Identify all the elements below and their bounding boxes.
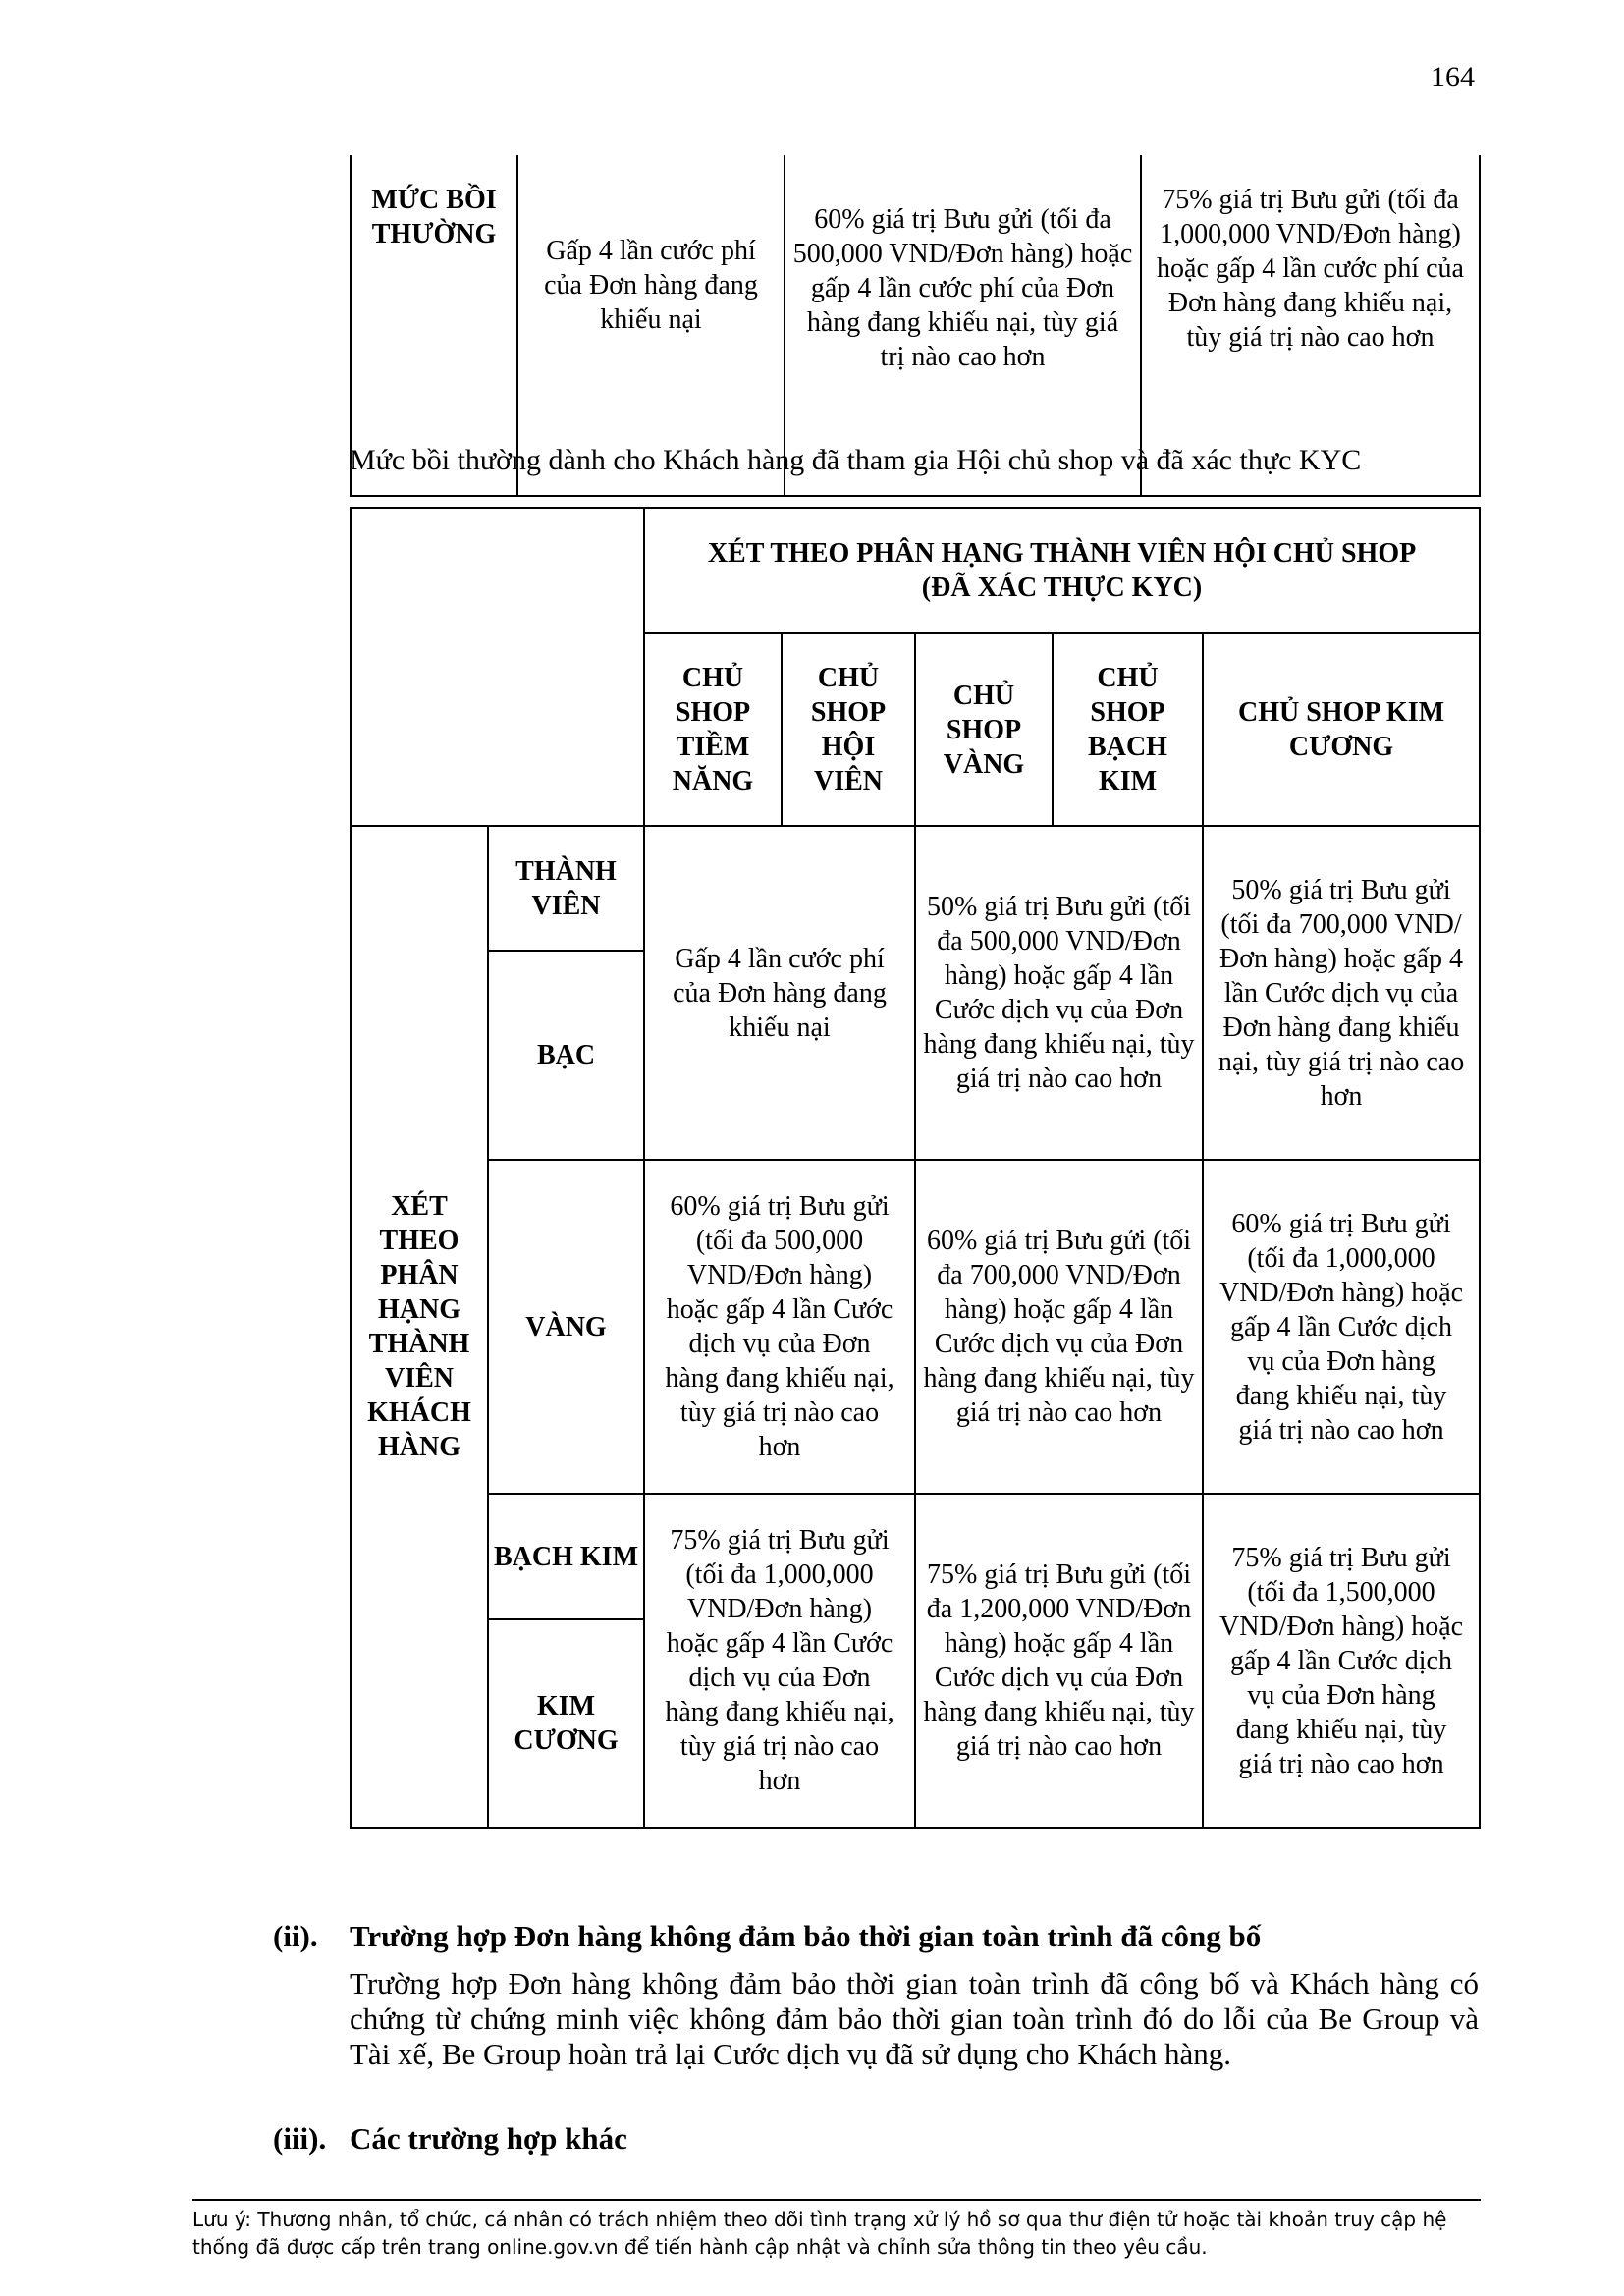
section-number: (iii).: [273, 2121, 327, 2156]
page-number: 164: [1431, 61, 1475, 93]
shop-header-cell: [644, 508, 1480, 633]
table-cell: [1203, 826, 1480, 1160]
shop-tier-cell: [1203, 633, 1480, 826]
customer-tier-label: BẠC: [536, 1040, 596, 1070]
table-row: [351, 826, 1480, 951]
shop-tier-cell: [782, 633, 915, 826]
customer-tier-label: VÀNG: [525, 1311, 607, 1342]
cell-text: 50% giá trị Bưu gửi (tối đa 700,000 VND/Đơn hàng) hoặc gấp 4 lần Cước dịch vụ của Đơn hàng đang khiếu nại, tùy giá trị nào cao hơn: [1218, 874, 1465, 1112]
shop-tier-cell: [915, 633, 1053, 826]
section-title: Trường hợp Đơn hàng không đảm bảo thời gian toàn trình đã công bố: [350, 1919, 1262, 1953]
shop-tier-header: XÉT THEO PHÂN HẠNG THÀNH VIÊN HỘI CHỦ SHOP (ĐÃ XÁC THỰC KYC): [707, 538, 1417, 603]
cell-text: 60% giá trị Bưu gửi (tối đa 500,000 VND/Đơn hàng) hoặc gấp 4 lần Cước dịch vụ của Đơn hàng đang khiếu nại, tùy giá trị nào cao hơn: [665, 1191, 894, 1462]
cell-text: 75% giá trị Bưu gửi (tối đa 1,500,000 VND/Đơn hàng) hoặc gấp 4 lần Cước dịch vụ của Đơn hàng đang khiếu nại, tùy giá trị nào cao hơn: [1218, 1542, 1464, 1779]
cell-text: 60% giá trị Bưu gửi (tối đa 500,000 VND/Đơn hàng) hoặc gấp 4 lần cước phí của Đơn hàng đang khiếu nại, tùy giá trị nào cao hơn: [792, 204, 1133, 372]
customer-side-header-cell: [351, 826, 488, 1828]
section-title: Các trường hợp khác: [350, 2121, 627, 2156]
cell-text: 75% giá trị Bưu gửi (tối đa 1,200,000 VND/Đơn hàng) hoặc gấp 4 lần Cước dịch vụ của Đơn hàng đang khiếu nại, tùy giá trị nào cao hơn: [923, 1559, 1195, 1762]
table-row: [351, 1494, 1480, 1619]
customer-tier-cell: [488, 1160, 644, 1494]
shop-tier-cell: [644, 633, 782, 826]
customer-tier-cell: [488, 1494, 644, 1619]
customer-tier-cell: [488, 951, 644, 1160]
table-cell: [644, 1494, 915, 1828]
customer-tier-header: XÉT THEO PHÂN HẠNG THÀNH VIÊN KHÁCH HÀNG: [367, 1191, 471, 1462]
cell-text: 75% giá trị Bưu gửi (tối đa 1,000,000 VND/Đơn hàng) hoặc gấp 4 lần Cước dịch vụ của Đơn hàng đang khiếu nại, tùy giá trị nào cao hơn: [665, 1525, 894, 1796]
table-cell: [915, 1160, 1203, 1494]
table-cell: [1203, 1160, 1480, 1494]
cell-text: 60% giá trị Bưu gửi (tối đa 700,000 VND/Đơn hàng) hoặc gấp 4 lần Cước dịch vụ của Đơn hàng đang khiếu nại, tùy giá trị nào cao hơn: [923, 1226, 1195, 1428]
empty-corner-cell: [351, 508, 644, 826]
customer-tier-label: BẠCH KIM: [494, 1541, 638, 1572]
table-cell: [1203, 1494, 1480, 1828]
shop-tier-cell: [1053, 633, 1203, 826]
section-number: (ii).: [273, 1919, 318, 1953]
compensation-table-shop: [350, 507, 1481, 1829]
customer-tier-cell: [488, 1619, 644, 1828]
section-body: Trường hợp Đơn hàng không đảm bảo thời gian toàn trình đã công bố và Khách hàng có chứng từ chứng minh việc không đảm bảo thời gian toàn trình đó do lỗi của Be Group và Tài xế, Be Group hoàn trả lại Cước dịch vụ đã sử dụng cho Khách hàng.: [350, 1966, 1479, 2071]
cell-text: Gấp 4 lần cước phí của Đơn hàng đang khiếu nại: [673, 943, 887, 1043]
shop-tier-label: CHỦ SHOP KIM CƯƠNG: [1238, 697, 1445, 762]
table-row: [351, 1160, 1480, 1494]
table-cell: [915, 826, 1203, 1160]
shop-tier-label: CHỦ SHOP TIỀM NĂNG: [672, 663, 754, 796]
table-row: [351, 508, 1480, 633]
cell-text: 60% giá trị Bưu gửi (tối đa 1,000,000 VND/Đơn hàng) hoặc gấp 4 lần Cước dịch vụ của Đơn hàng đang khiếu nại, tùy giá trị nào cao hơn: [1218, 1208, 1464, 1446]
cell-text: 75% giá trị Bưu gửi (tối đa 1,000,000 VND/Đơn hàng) hoặc gấp 4 lần cước phí của Đơn hàng đang khiếu nại, tùy giá trị nào cao hơn: [1157, 185, 1464, 353]
cell-text: 50% giá trị Bưu gửi (tối đa 500,000 VND/Đơn hàng) hoặc gấp 4 lần Cước dịch vụ của Đơn hàng đang khiếu nại, tùy giá trị nào cao hơn: [923, 892, 1195, 1094]
shop-tier-label: CHỦ SHOP HỘI VIÊN: [810, 663, 887, 796]
table-caption: Mức bồi thường dành cho Khách hàng đã tham gia Hội chủ shop và đã xác thực KYC: [350, 444, 1362, 476]
shop-tier-label: CHỦ SHOP VÀNG: [943, 680, 1025, 780]
row-label: MỨC BỒI THƯỜNG: [371, 185, 497, 249]
cell-text: Gấp 4 lần cước phí của Đơn hàng đang khiếu nại: [544, 236, 758, 335]
footer-note: Lưu ý: Thương nhân, tổ chức, cá nhân có trách nhiệm theo dõi tình trạng xử lý hồ sơ qua thư điện tử hoặc tài khoản truy cập hệ thống đã được cấp trên trang online.gov.vn để tiến hành cập nhật và chỉnh sửa thông tin theo yêu cầu.: [192, 2208, 1447, 2259]
table-cell: [915, 1494, 1203, 1828]
table-cell: [644, 826, 915, 1160]
shop-tier-label: CHỦ SHOP BẠCH KIM: [1088, 663, 1167, 796]
customer-tier-cell: [488, 826, 644, 951]
customer-tier-label: THÀNH VIÊN: [515, 855, 617, 921]
customer-tier-label: KIM CƯƠNG: [514, 1691, 619, 1756]
table-cell: [644, 1160, 915, 1494]
footer-divider: [192, 2199, 1481, 2201]
